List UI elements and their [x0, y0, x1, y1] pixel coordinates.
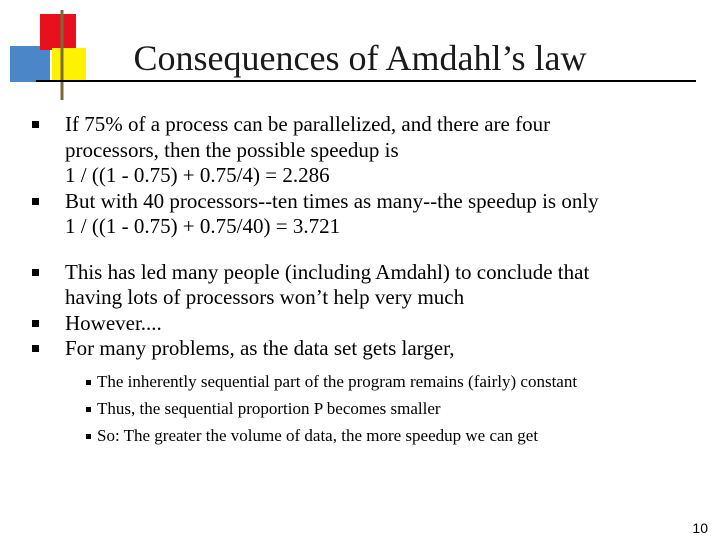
sub-bullet-item: So: The greater the volume of data, the more speedup we can get — [32, 422, 692, 449]
square-bullet-icon — [32, 320, 39, 327]
square-bullet-icon — [86, 380, 91, 385]
slide-body — [32, 112, 692, 449]
bullet-item: This has led many people (including Amdahl) to conclude that having lots of processors won’t help very much — [32, 260, 692, 311]
square-bullet-icon — [86, 434, 91, 439]
bullet-item: For many problems, as the data set gets larger, — [32, 336, 692, 362]
square-bullet-icon — [32, 269, 39, 276]
bullet-item: If 75% of a process can be parallelized, and there are four processors, then the possible speedup is 1 / ((1 - 0.75) + 0.75/4) = 2.286 — [32, 112, 692, 189]
page-number: 10 — [692, 520, 708, 536]
square-bullet-icon — [32, 198, 39, 205]
slide-title: Consequences of Amdahl’s law — [133, 38, 587, 78]
title-divider — [36, 80, 696, 82]
bullet-item: But with 40 processors--ten times as many--the speedup is only 1 / ((1 - 0.75) + 0.75/40) = 3.721 — [32, 189, 692, 240]
sub-bullet-item: Thus, the sequential proportion P becomes smaller — [32, 395, 692, 422]
bullet-item: However.... — [32, 311, 692, 337]
square-bullet-icon — [32, 345, 39, 352]
sub-bullet-item: The inherently sequential part of the program remains (fairly) constant — [32, 368, 692, 395]
square-bullet-icon — [32, 121, 39, 128]
square-bullet-icon — [86, 407, 91, 412]
